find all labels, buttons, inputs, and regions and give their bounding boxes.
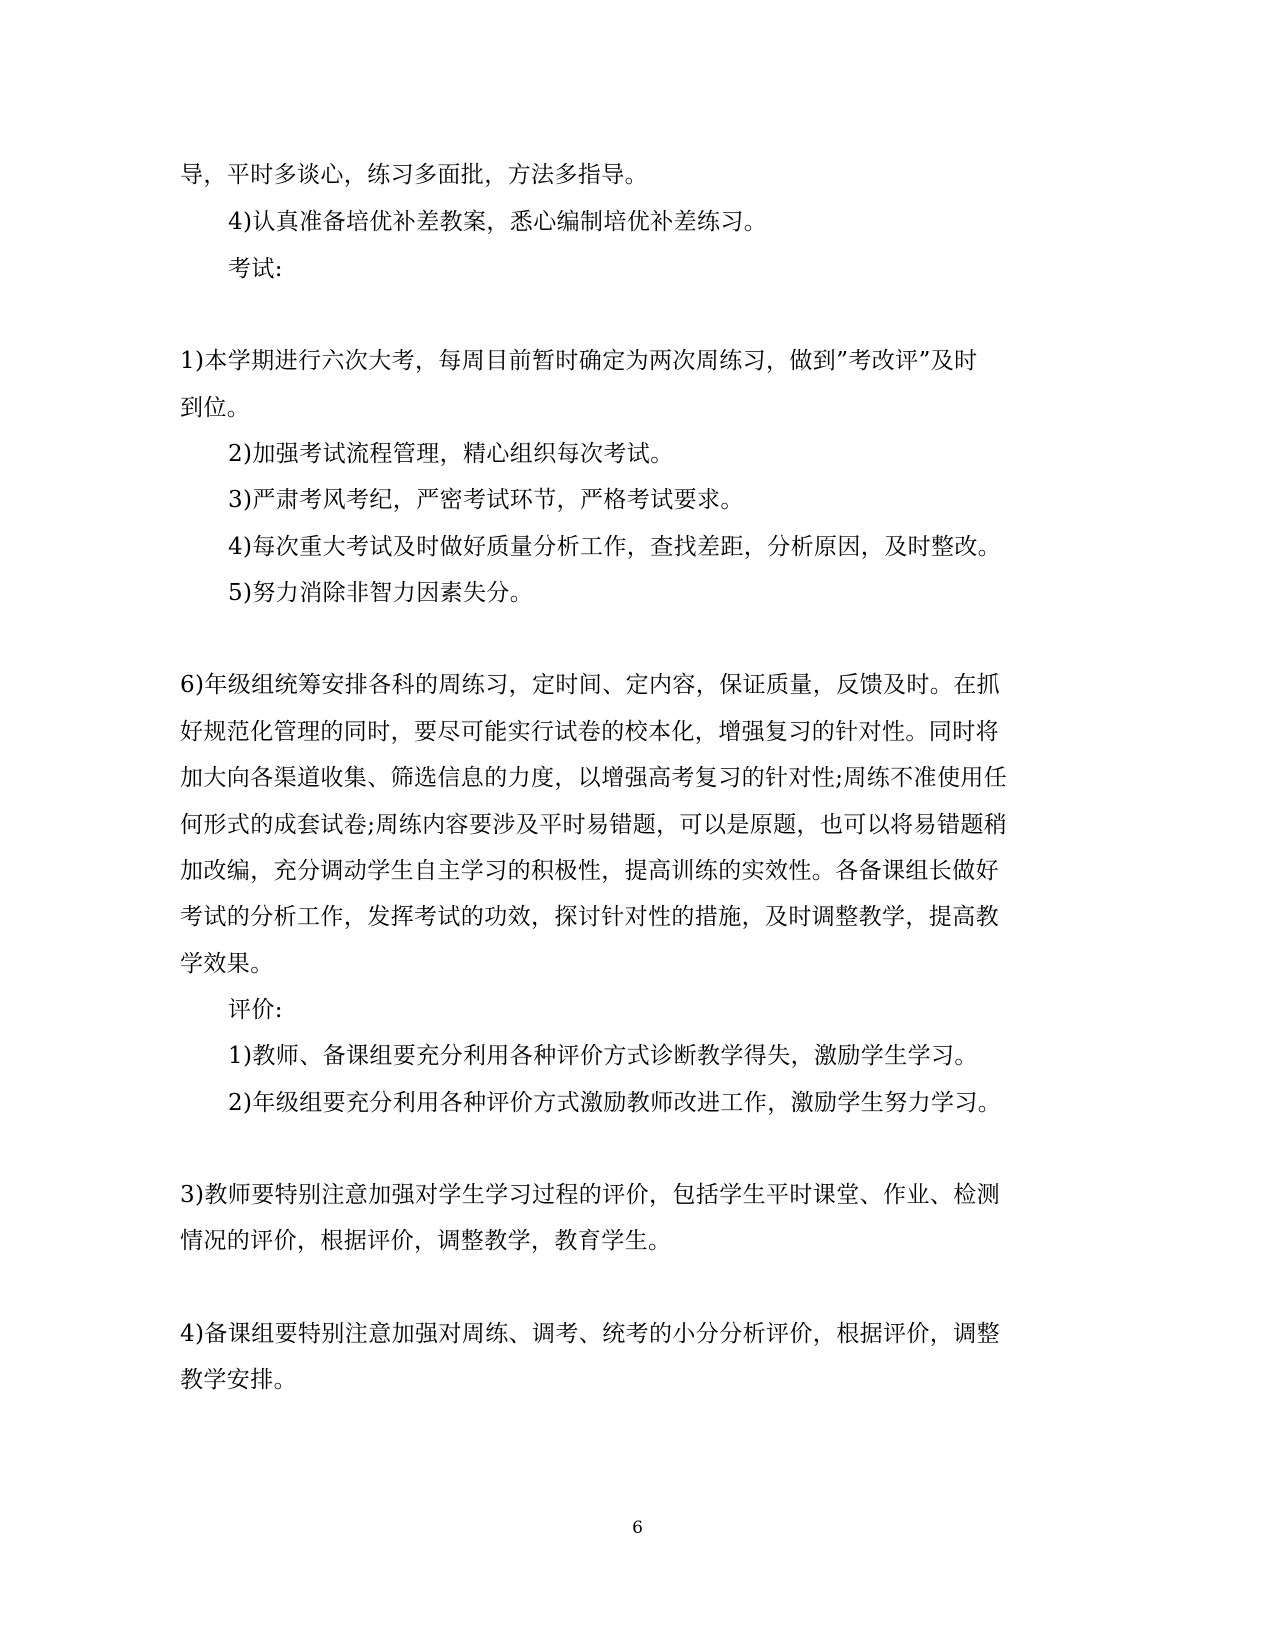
text-line: 2)年级组要充分利用各种评价方式激励教师改进工作，激励学生努力学习。 bbox=[228, 1090, 1002, 1116]
text-line: 好规范化管理的同时，要尽可能实行试卷的校本化，增强复习的针对性。同时将 bbox=[180, 719, 999, 745]
section-heading-exam: 考试: bbox=[228, 256, 283, 282]
text-line: 4)每次重大考试及时做好质量分析工作，查找差距，分析原因，及时整改。 bbox=[228, 534, 1002, 560]
text-line: 4)备课组要特别注意加强对周练、调考、统考的小分分析评价，根据评价，调整 bbox=[180, 1321, 1001, 1347]
text-line: 教学安排。 bbox=[180, 1367, 297, 1393]
text-line: 5)努力消除非智力因素失分。 bbox=[228, 580, 534, 606]
text-line: 到位。 bbox=[180, 395, 251, 421]
page-number: 6 bbox=[632, 1518, 643, 1538]
text-line: 3)严肃考风考纪，严密考试环节，严格考试要求。 bbox=[228, 487, 744, 513]
text-line: 何形式的成套试卷;周练内容要涉及平时易错题，可以是原题，也可以将易错题稍 bbox=[180, 812, 1008, 838]
text-line: 2)加强考试流程管理，精心组织每次考试。 bbox=[228, 441, 674, 467]
text-line: 4)认真准备培优补差教案，悉心编制培优补差练习。 bbox=[228, 209, 768, 235]
text-line: 1)教师、备课组要充分利用各种评价方式诊断教学得失，激励学生学习。 bbox=[228, 1043, 978, 1069]
text-line: 学效果。 bbox=[180, 951, 274, 977]
text-line: 3)教师要特别注意加强对学生学习过程的评价，包括学生平时课堂、作业、检测 bbox=[180, 1182, 1001, 1208]
text-line: 情况的评价，根据评价，调整教学，教育学生。 bbox=[180, 1228, 672, 1254]
section-heading-evaluation: 评价: bbox=[228, 997, 283, 1023]
text-line: 加改编，充分调动学生自主学习的积极性，提高训练的实效性。各备课组长做好 bbox=[180, 858, 999, 884]
text-line: 1)本学期进行六次大考，每周目前暂时确定为两次周练习，做到”考改评”及时 bbox=[180, 348, 978, 374]
text-line: 考试的分析工作，发挥考试的功效，探讨针对性的措施，及时调整教学，提高教 bbox=[180, 904, 999, 930]
text-line: 6)年级组统筹安排各科的周练习，定时间、定内容，保证质量，反馈及时。在抓 bbox=[180, 672, 1001, 698]
text-line: 加大向各渠道收集、筛选信息的力度，以增强高考复习的针对性;周练不准使用任 bbox=[180, 765, 1008, 791]
text-line: 导，平时多谈心，练习多面批，方法多指导。 bbox=[180, 162, 648, 188]
